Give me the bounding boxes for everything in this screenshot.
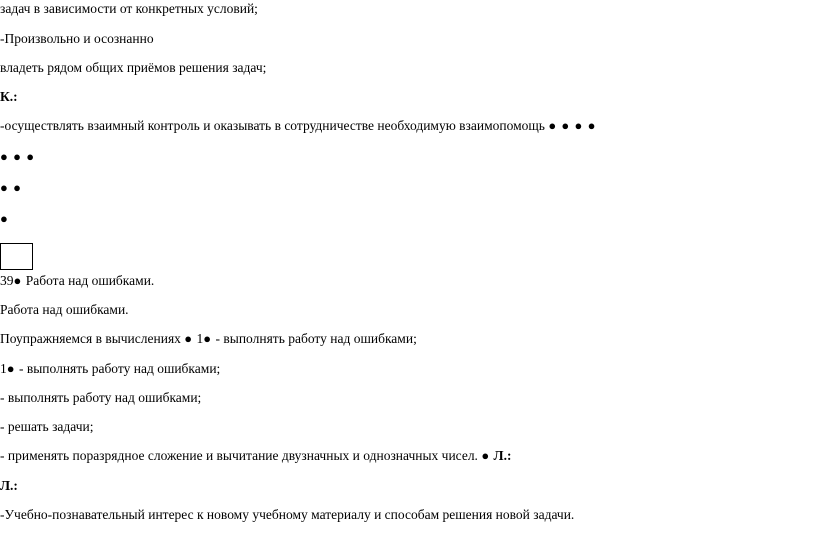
bullet-dot: ●: [13, 273, 23, 288]
text-line-17: -Учебно-познавательный интерес к новому учебному материалу и способам решения новой задачи.: [0, 507, 575, 522]
lesson-title: Работа над ошибками.: [25, 273, 155, 288]
text-line-11: [0, 331, 417, 347]
text-line-15: [0, 448, 511, 464]
bullet-dot: ●: [184, 331, 194, 346]
lesson-number: 39: [0, 273, 14, 288]
text-line-2: -Произвольно и осознанно: [0, 31, 154, 46]
text-line-3: владеть рядом общих приёмов решения задач;: [0, 60, 267, 75]
bullet-dots-1: ●: [0, 211, 9, 226]
text-line-14: - решать задачи;: [0, 419, 94, 434]
text-line-1: задач в зависимости от конкретных условий;: [0, 1, 258, 16]
text-line-13: - выполнять работу над ошибками;: [0, 390, 202, 405]
bullet-dot: ●: [6, 361, 16, 376]
section-heading-k: К.:: [0, 89, 18, 104]
section-heading-l: Л.:: [0, 478, 18, 493]
lesson-title-line: [0, 273, 154, 289]
empty-image-placeholder: [0, 243, 33, 270]
bullet-dots-4: ● ● ● ●: [548, 118, 597, 133]
bullet-dots-3: ● ● ●: [0, 149, 36, 164]
text-line-12-num: 1: [0, 361, 7, 376]
text-line-12: [0, 361, 220, 377]
text-line-15-content: - применять поразрядное сложение и вычитание двузначных и однозначных чисел.: [0, 448, 478, 463]
bullet-dot: ●: [481, 448, 491, 463]
text-line-11-b: - выполнять работу над ошибками;: [215, 331, 417, 346]
text-line-5: [0, 118, 597, 134]
text-line-12-content: - выполнять работу над ошибками;: [18, 361, 221, 376]
bullet-dot: ●: [203, 331, 213, 346]
text-line-5-content: -осуществлять взаимный контроль и оказывать в сотрудничестве необходимую взаимопомощь: [0, 118, 545, 133]
text-line-11-a: Поупражняемся в вычислениях: [0, 331, 181, 346]
section-heading-l-inline: Л.:: [493, 448, 512, 463]
text-line-11-num: 1: [196, 331, 204, 346]
text-line-10: Работа над ошибками.: [0, 302, 129, 317]
bullet-dots-2: ● ●: [0, 180, 22, 195]
